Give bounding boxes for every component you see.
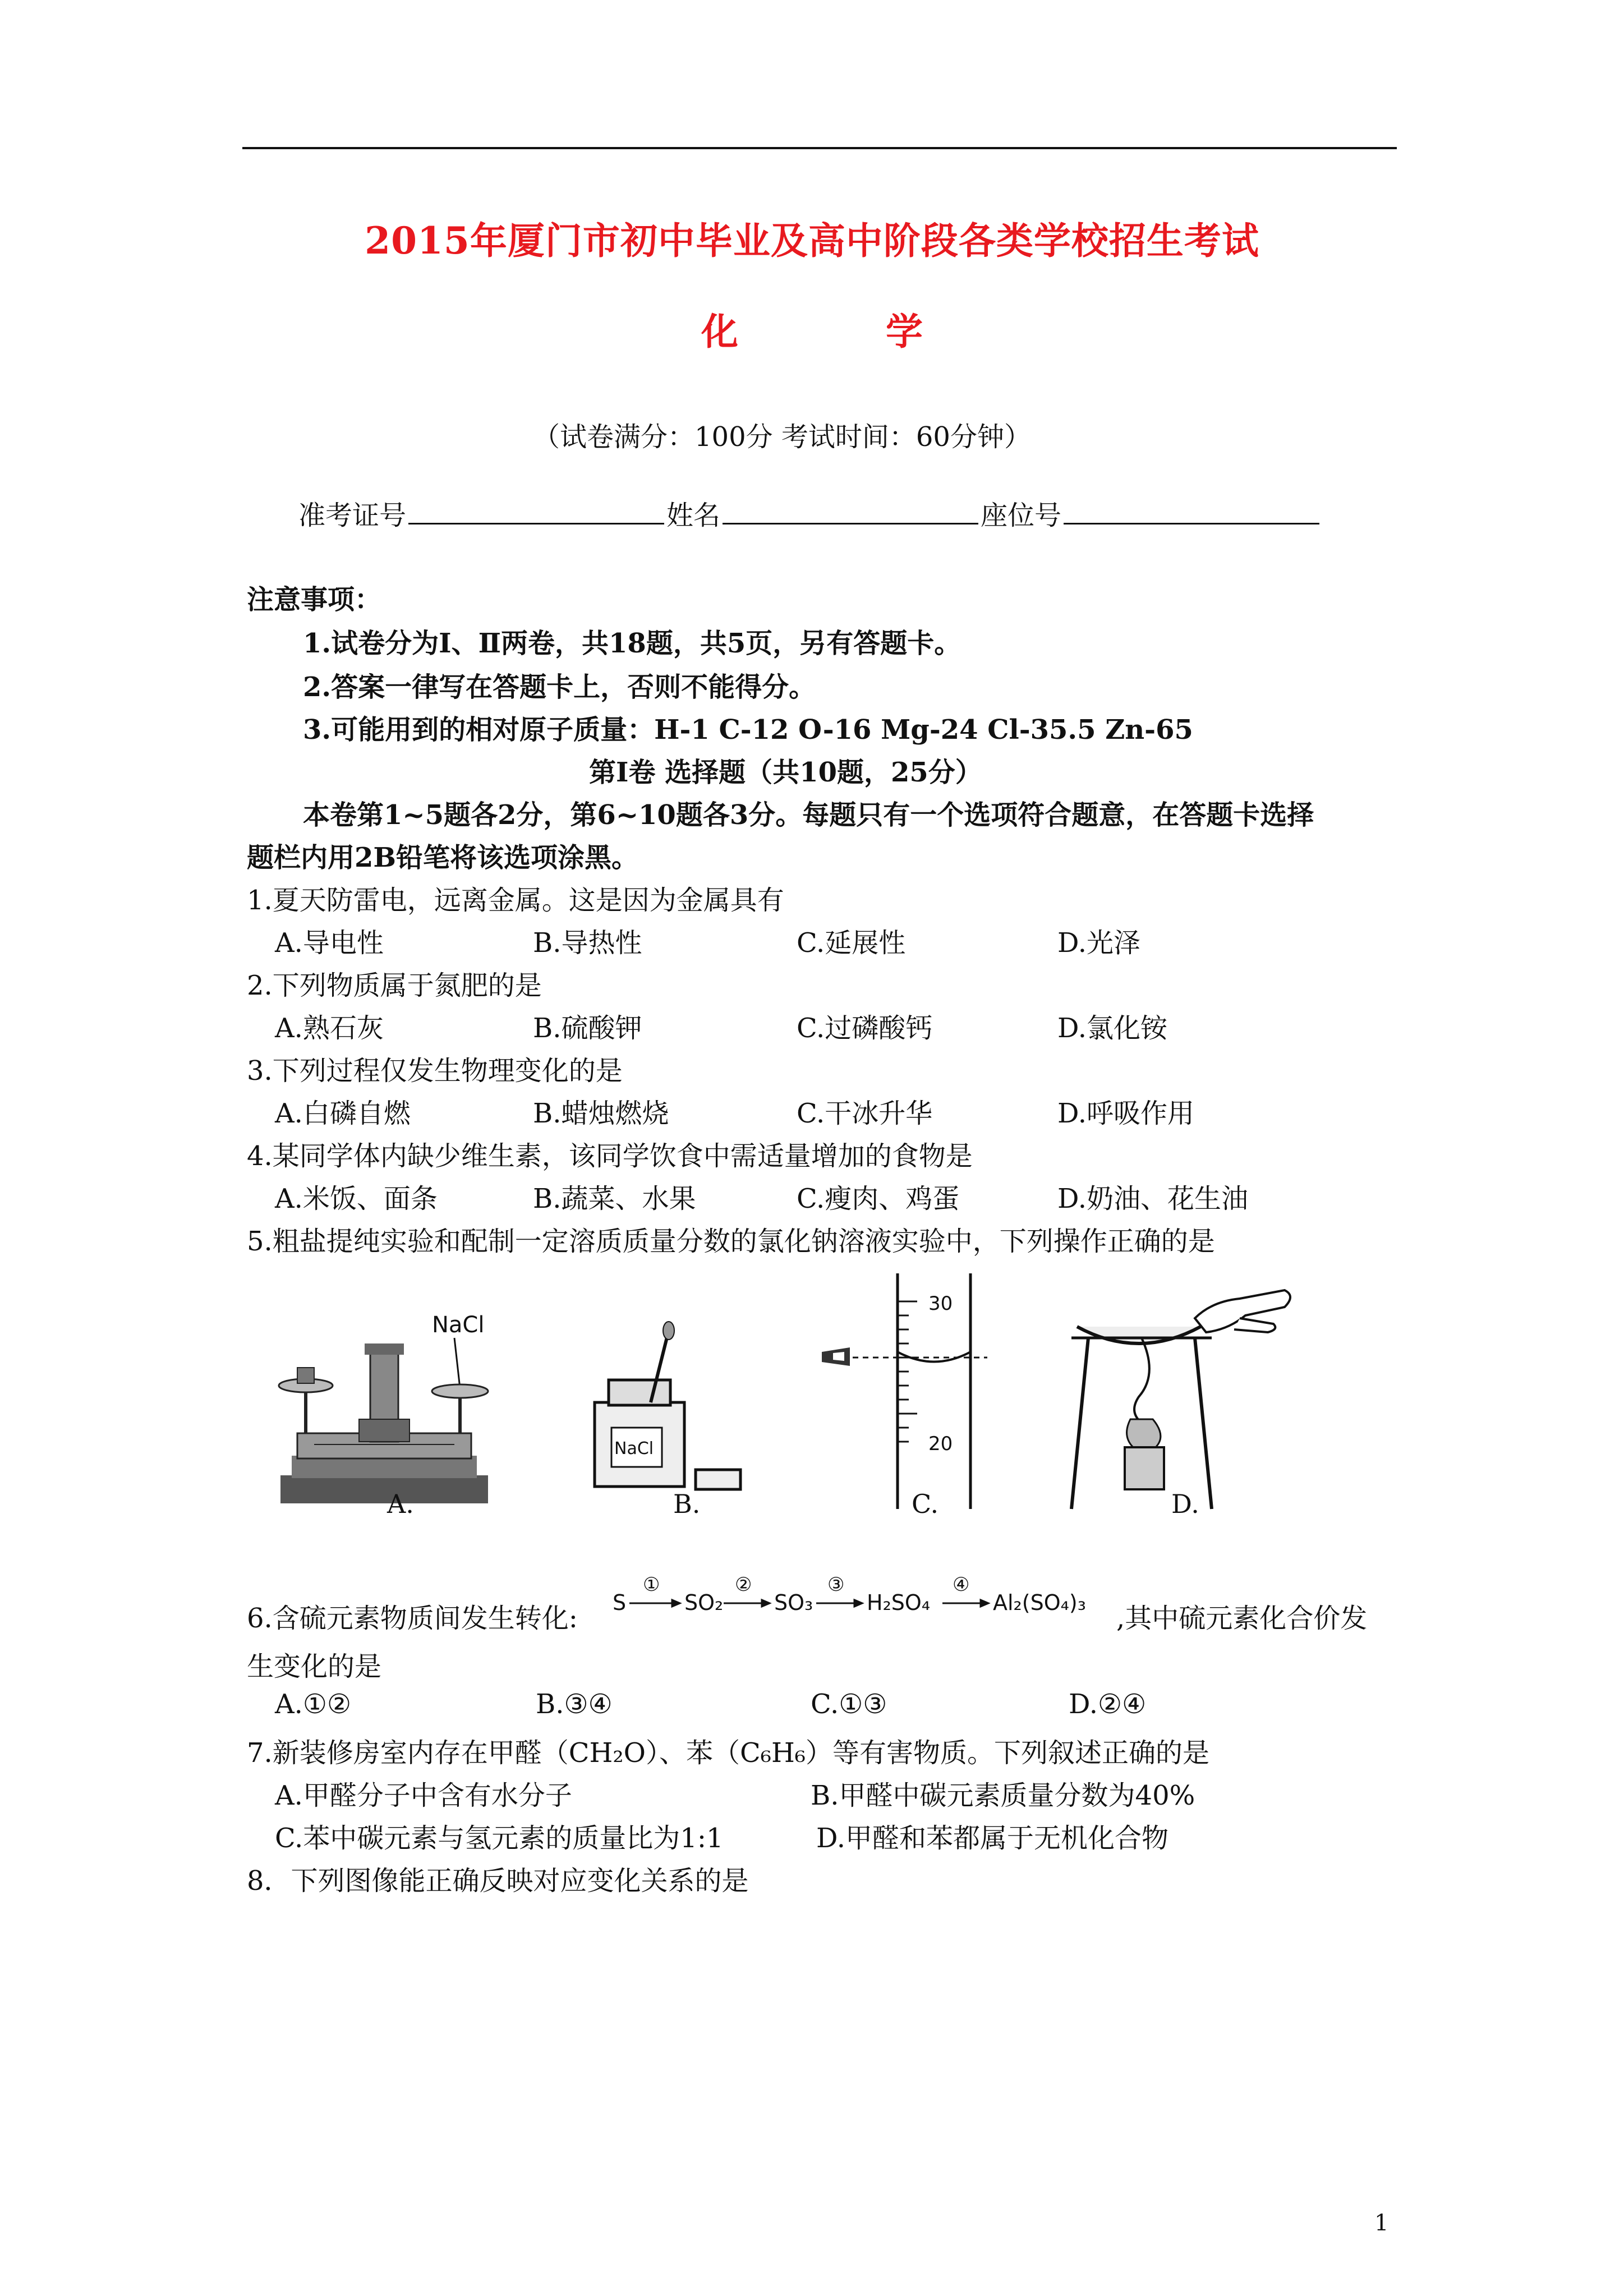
option-c[interactable]: C.苯中碳元素与氢元素的质量比为1:1 xyxy=(275,1823,724,1854)
reaction-step-1: ① xyxy=(643,1573,660,1596)
balance-figure xyxy=(275,1307,494,1515)
reaction-s: S xyxy=(613,1590,627,1615)
note-item: 3.可能用到的相对原子质量：H-1 C-12 O-16 Mg-24 Cl-35.5 Zn-65 xyxy=(303,714,1193,746)
option-c[interactable]: C.①③ xyxy=(811,1688,887,1720)
balance-nacl-label: NaCl xyxy=(432,1312,485,1338)
option-a[interactable]: A.甲醛分子中含有水分子 xyxy=(275,1780,572,1811)
reaction-step-3: ③ xyxy=(827,1573,845,1596)
id-label: 准考证号 xyxy=(298,500,407,531)
option-c[interactable]: C.瘦肉、鸡蛋 xyxy=(797,1183,960,1214)
question-stem: 1.夏天防雷电，远离金属。这是因为金属具有 xyxy=(247,885,784,916)
option-b[interactable]: B.硫酸钾 xyxy=(533,1013,642,1044)
candidate-fields xyxy=(298,494,1322,532)
figure-caption[interactable]: D. xyxy=(1171,1489,1199,1519)
cylinder-figure xyxy=(819,1268,987,1515)
figure-caption[interactable]: B. xyxy=(673,1489,701,1519)
option-d[interactable]: D.甲醛和苯都属于无机化合物 xyxy=(816,1823,1169,1854)
option-c[interactable]: C.延展性 xyxy=(797,927,906,959)
reaction-h2so4: H₂SO₄ xyxy=(867,1590,931,1615)
reagent-jar-figure xyxy=(583,1318,752,1492)
option-a[interactable]: A.白磷自燃 xyxy=(275,1098,411,1129)
name-label: 姓名 xyxy=(666,500,721,531)
cylinder-30-label: 30 xyxy=(928,1292,953,1315)
question-stem: 2.下列物质属于氮肥的是 xyxy=(247,970,542,1001)
option-a[interactable]: A.①② xyxy=(275,1688,351,1720)
option-b[interactable]: B.蔬菜、水果 xyxy=(533,1183,696,1214)
option-a[interactable]: A.导电性 xyxy=(275,927,384,959)
page-number: 1 xyxy=(1374,2210,1389,2236)
header-rule xyxy=(242,147,1397,149)
id-blank[interactable] xyxy=(408,498,664,524)
notes-heading: 注意事项： xyxy=(247,584,382,615)
option-b[interactable]: B.甲醛中碳元素质量分数为40% xyxy=(811,1780,1195,1811)
sulfur-reaction-chain xyxy=(611,1571,1116,1627)
exam-title: 2015年厦门市初中毕业及高中阶段各类学校招生考试 xyxy=(365,219,1259,263)
reaction-step-2: ② xyxy=(735,1573,752,1596)
option-d[interactable]: D.②④ xyxy=(1069,1688,1147,1720)
seat-label: 座位号 xyxy=(981,500,1062,531)
option-c[interactable]: C.过磷酸钙 xyxy=(797,1013,933,1044)
reaction-al2so43: Al₂(SO₄)₃ xyxy=(993,1590,1086,1615)
section-instruction: 本卷第1~5题各2分，第6~10题各3分。每题只有一个选项符合题意，在答题卡选择 xyxy=(303,799,1314,831)
option-a[interactable]: A.米饭、面条 xyxy=(275,1183,438,1214)
option-d[interactable]: D.奶油、花生油 xyxy=(1057,1183,1249,1214)
question-stem: 4.某同学体内缺少维生素，该同学饮食中需适量增加的食物是 xyxy=(247,1140,973,1172)
evaporation-figure xyxy=(1060,1285,1307,1515)
option-b[interactable]: B.导热性 xyxy=(533,927,642,959)
reaction-step-4: ④ xyxy=(953,1573,970,1596)
figure-caption[interactable]: C. xyxy=(912,1489,939,1519)
subject-title: 化 学 xyxy=(701,310,990,353)
question-stem: 7.新装修房室内存在甲醛（CH₂O）、苯（C₆H₆）等有害物质。下列叙述正确的是 xyxy=(247,1737,1210,1769)
reaction-so3: SO₃ xyxy=(774,1590,813,1615)
option-b[interactable]: B.③④ xyxy=(536,1688,613,1720)
note-item: 1.试卷分为Ⅰ、Ⅱ两卷，共18题，共5页，另有答题卡。 xyxy=(303,628,961,659)
option-d[interactable]: D.氯化铵 xyxy=(1057,1013,1168,1044)
question-stem: 3.下列过程仅发生物理变化的是 xyxy=(247,1055,623,1087)
question-stem-continued: 生变化的是 xyxy=(247,1651,382,1682)
option-b[interactable]: B.蜡烛燃烧 xyxy=(533,1098,669,1129)
section-title: 第Ⅰ卷 选择题（共10题，25分） xyxy=(589,757,982,788)
option-d[interactable]: D.呼吸作用 xyxy=(1057,1098,1195,1129)
question-stem: 6.含硫元素物质间发生转化: xyxy=(247,1603,578,1634)
reaction-so2: SO₂ xyxy=(684,1590,724,1615)
option-c[interactable]: C.干冰升华 xyxy=(797,1098,933,1129)
note-item: 2.答案一律写在答题卡上，否则不能得分。 xyxy=(303,671,816,703)
name-blank[interactable] xyxy=(723,498,978,524)
jar-nacl-label: NaCl xyxy=(614,1439,654,1458)
figure-caption[interactable]: A. xyxy=(387,1489,414,1519)
seat-blank[interactable] xyxy=(1064,498,1319,524)
question-stem: 5.粗盐提纯实验和配制一定溶质质量分数的氯化钠溶液实验中，下列操作正确的是 xyxy=(247,1226,1215,1257)
exam-info: （试卷满分：100分 考试时间：60分钟） xyxy=(533,421,1031,453)
option-a[interactable]: A.熟石灰 xyxy=(275,1013,384,1044)
question-stem-continued: ,其中硫元素化合价发 xyxy=(1116,1603,1368,1634)
option-d[interactable]: D.光泽 xyxy=(1057,927,1141,959)
cylinder-20-label: 20 xyxy=(928,1433,953,1455)
question-stem: 8．下列图像能正确反映对应变化关系的是 xyxy=(247,1865,749,1897)
section-instruction: 题栏内用2B铅笔将该选项涂黑。 xyxy=(247,842,638,873)
